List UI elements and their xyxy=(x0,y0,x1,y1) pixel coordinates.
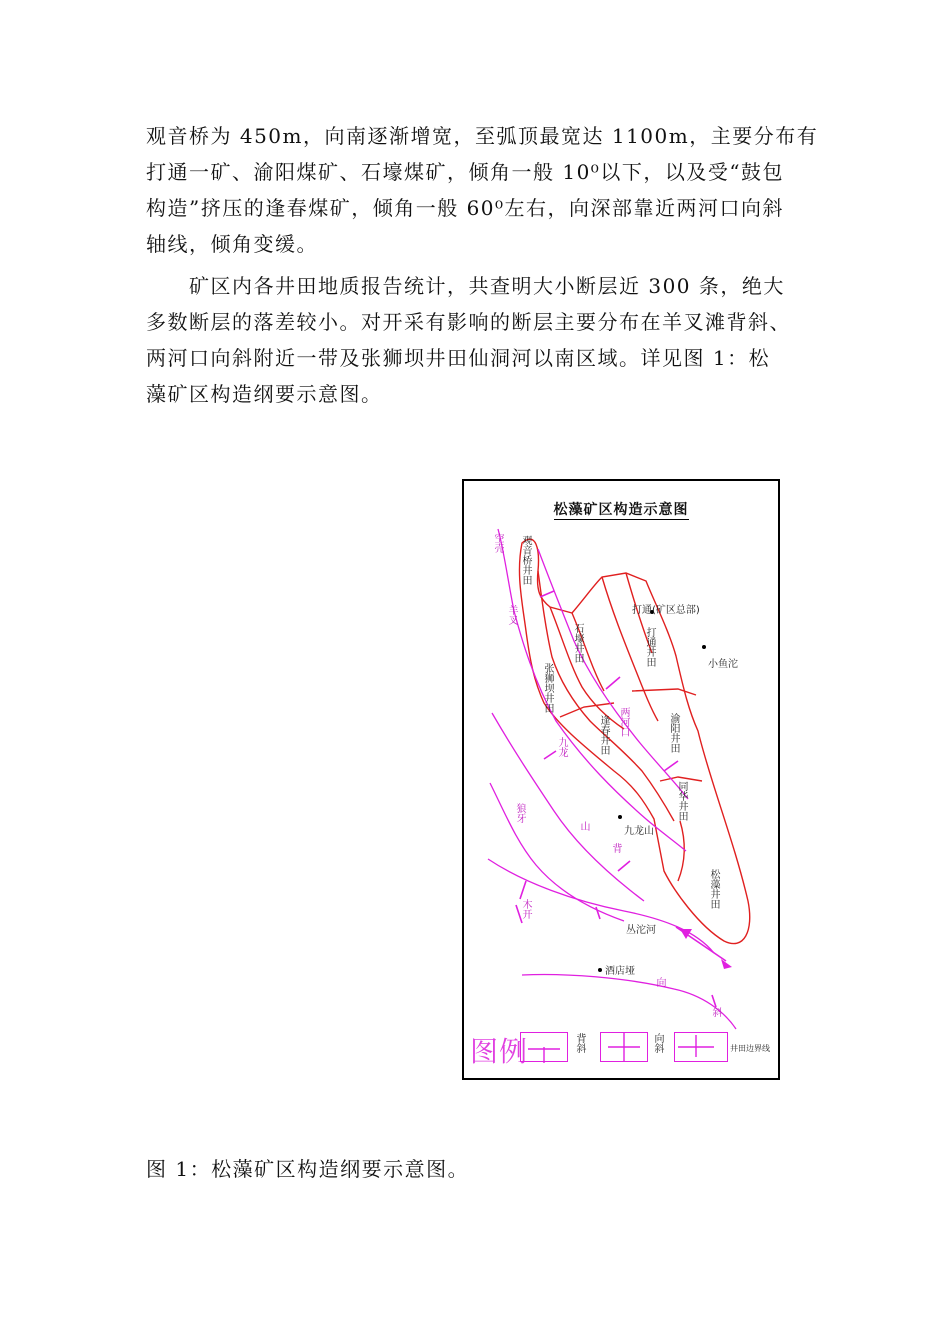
label-fengchun-field: 逢春井田 xyxy=(598,715,609,755)
paragraph-line: 两河口向斜附近一带及张狮坝井田仙洞河以南区域。详见图 1：松 xyxy=(146,346,771,370)
label-jiu-long: 九龙 xyxy=(556,737,567,757)
legend-title: 图例 xyxy=(470,1035,529,1068)
paragraph-line: 打通一矿、渝阳煤矿、石壕煤矿，倾角一般 10⁰以下，以及受“鼓包 xyxy=(146,160,785,184)
legend-boundary-label: 井田边界线 xyxy=(730,1044,770,1053)
fold-axis xyxy=(538,549,688,799)
label-songzao-field: 松藻井田 xyxy=(708,869,719,909)
fold-axis xyxy=(522,975,736,1029)
label-yuyang-field: 渝阳井田 xyxy=(668,713,679,753)
figure-caption: 图 1：松藻矿区构造纲要示意图。 xyxy=(146,1157,470,1181)
label-mu-kai: 木开 xyxy=(520,899,531,919)
paragraph-line: 藻矿区构造纲要示意图。 xyxy=(146,382,383,406)
paragraph-2 xyxy=(146,268,811,412)
label-shan: 山 xyxy=(578,821,589,831)
structure-map-figure xyxy=(462,479,780,1080)
label-tonghua-field: 同华井田 xyxy=(676,781,687,821)
legend-anticline-label: 背斜 xyxy=(574,1033,585,1053)
label-liang-he-kou: 两河口 xyxy=(618,707,629,737)
paragraph-line: 多数断层的落差较小。对开采有影响的断层主要分布在羊叉滩背斜、 xyxy=(146,310,791,334)
label-kong-ke: 空壳 xyxy=(492,533,503,553)
label-datong-field: 打通井田 xyxy=(644,627,655,667)
label-jiu-dian-ya: 酒店垭 xyxy=(605,966,635,977)
label-datong-hq: 打通(矿区总部) xyxy=(632,605,700,616)
label-lang-ya: 狼牙 xyxy=(514,803,525,823)
legend-boundary-box xyxy=(674,1032,728,1062)
boundary-inner xyxy=(632,689,696,695)
map-drawing xyxy=(464,481,778,1078)
paragraph-line: 观音桥为 450m，向南逐渐增宽，至弧顶最宽达 1100m，主要分布有 xyxy=(146,124,819,148)
map-title: 松藻矿区构造示意图 xyxy=(553,502,689,518)
arrow-markers xyxy=(680,929,732,969)
legend-syncline-box xyxy=(600,1032,648,1062)
paragraph-line: 构造”挤压的逢春煤矿，倾角一般 60⁰左右，向深部靠近两河口向斜 xyxy=(146,196,785,220)
fold-axes xyxy=(488,529,736,1029)
label-xiao-yu-tuo: 小鱼沱 xyxy=(708,659,738,670)
paragraph-1 xyxy=(146,118,819,262)
fold-axis xyxy=(490,783,624,921)
label-xie: 斜 xyxy=(710,1007,721,1017)
boundary-inner xyxy=(678,821,684,881)
label-zhangshiba-field: 张狮坝井田 xyxy=(542,663,553,713)
label-yang-cha: 羊叉 xyxy=(506,605,517,625)
paragraph-line: 轴线，倾角变缓。 xyxy=(146,232,318,256)
legend-syncline-label: 向斜 xyxy=(652,1033,663,1053)
label-cong-tuo-he: 丛沱河 xyxy=(626,925,656,936)
paragraph-line: 矿区内各井田地质报告统计，共查明大小断层近 300 条，绝大 xyxy=(146,274,785,298)
label-bei: 背 xyxy=(610,843,621,853)
label-guanyinqiao-field: 观音桥井田 xyxy=(520,535,531,585)
label-xiang: 向 xyxy=(654,977,665,987)
legend-anticline-box xyxy=(520,1032,568,1062)
label-shihao-field: 石壕井田 xyxy=(572,623,583,663)
label-jiu-long-shan: 九龙山 xyxy=(624,826,654,837)
